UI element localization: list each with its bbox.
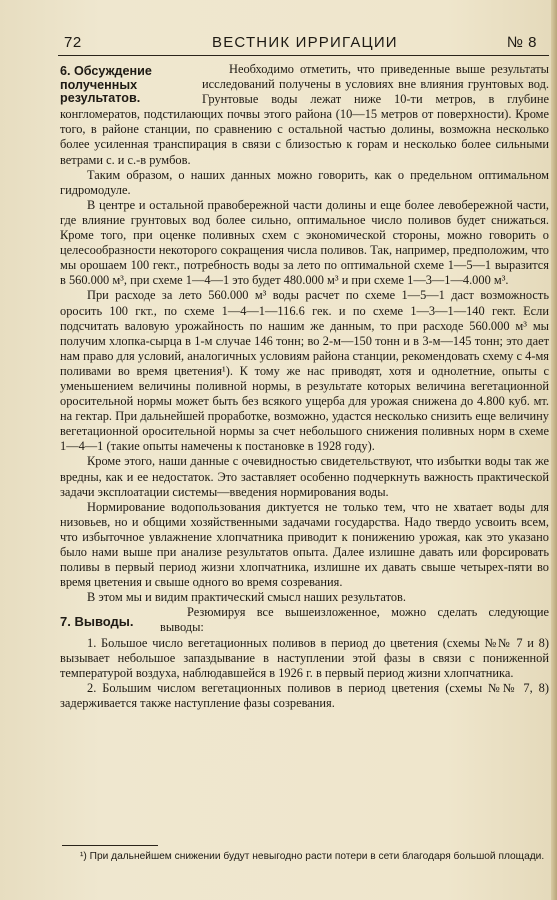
header-rule bbox=[58, 55, 549, 56]
paragraph: Резюмируя все вышеизложенное, можно сделать следующие выводы: bbox=[160, 605, 549, 635]
running-header bbox=[60, 32, 547, 54]
page-number: 72 bbox=[64, 34, 82, 51]
paragraph: В этом мы и видим практический смысл наших результатов. bbox=[87, 590, 406, 605]
paragraph: Кроме этого, наши данные с очевидностью свидетельствуют, что избытки воды так же вредны, как и ее недостаток. Это заставляет особенно подчеркнуть важность практической задачи эксплоатации системы—введения нормирования воды. bbox=[60, 454, 549, 499]
journal-title: ВЕСТНИК ИРРИГАЦИИ bbox=[212, 34, 398, 51]
issue-number: № 8 bbox=[506, 34, 537, 51]
section-heading-conclusions: 7. Выводы. bbox=[60, 614, 134, 630]
page-edge bbox=[551, 0, 557, 900]
paragraph: Необходимо отметить, что приведенные выше результаты исследований получены в условиях вне влияния грунтовых вод. Грунтовые воды лежат ниже 10-ти метров, в глубине конгломератов, подстилающих почвы этого района (10—15 метров от поверхности). Кроме того, в районе станции, по сравнению с остальной частью долины, возможна несколько более усиленная транспирация в связи с близостью к горам и несколько более сильными ветрами с. и с.-в румбов. bbox=[60, 62, 549, 167]
footnote: ¹) При дальнейшем снижении будут невыгодно расти потери в сети благодаря большой площади. bbox=[80, 851, 545, 862]
section-heading-discussion: 6. Обсуждение полученных результатов. bbox=[60, 64, 152, 105]
article-body bbox=[60, 62, 549, 711]
conclusion-item: 2. Большим числом вегетационных поливов в период цветения (схемы №№ 7, 8) задерживается также наступление фазы созревания. bbox=[60, 680, 549, 710]
paragraph: Нормирование водопользования диктуется не только тем, что не хватает воды для низовьев, но и общими хозяйственными задачами государства. Надо твердо усвоить всем, что избыточное увлажнение хлопчатника приводит к понижению урожая, как это указано было нами выше при анализе результатов опыта. Далее излишне давать или форсировать поливы в первый период жизни хлопчатника, излишне их давать свыше четырех-пяти во время цветения и свыше одного во время созревания. bbox=[60, 499, 549, 590]
paragraph: При расходе за лето 560.000 м³ воды расчет по схеме 1—5—1 даст возможность оросить 100 гкт., по схеме 1—4—1—116.6 гек. и по схеме 1—3—1—140 гект. Если подсчитать валовую урожайность по нашим же данным, то при расходе 560.000 м³ мы получим хлопка-сырца в 1-м случае 146 тонн; во 2-м—150 тонн и в 3-м—145 тонн; это дает нам право для условий, аналогичных условиям района станции, рекомендовать схему с 4-мя поливами во время цветения¹). К тому же нас приводят, хотя и однолетние, опыты с уменьшением величины поливной нормы, в результате которых величина вегетационной оросительной нормы может быть без всякого ущерба для урожая снижена до 4.800 куб. мт. на гектар. При дальнейшей проработке, возможно, удастся несколько снизить еще величину вегетационной оросительной нормы за счет небольшого снижения поливных норм в схеме 1—4—1 (такие опыты намечены к постановке в 1928 году). bbox=[60, 288, 549, 454]
paragraph: Таким образом, о наших данных можно говорить, как о предельном оптимальном гидромодуле. bbox=[60, 167, 549, 197]
paragraph: В центре и остальной правобережной части долины и еще более левобережной части, где влияние грунтовых вод более сильно, оптимальное число поливов будет снижаться. Кроме того, при оценке поливных схем с экономической стороны, можно говорить о целесообразности некоторого сокращения числа поливов. Так, например, предположим, что мы орошаем 100 гект., потребность воды за лето по оптимальной схеме 1—5—1 выразится в 560.000 м³, при схеме 1—4—1 это будет 480.000 м³ и при схеме 1—3—1—4.000 м³. bbox=[60, 197, 549, 288]
conclusion-item: 1. Большое число вегетационных поливов в период до цветения (схемы №№ 7 и 8) вызывает небольшое запаздывание в наступлении этой фазы в связи с пониженной температурой воздуха, наблюдавшейся в 1926 г. в первый период жизни хлопчатника. bbox=[60, 635, 549, 680]
footnote-rule bbox=[62, 845, 158, 846]
